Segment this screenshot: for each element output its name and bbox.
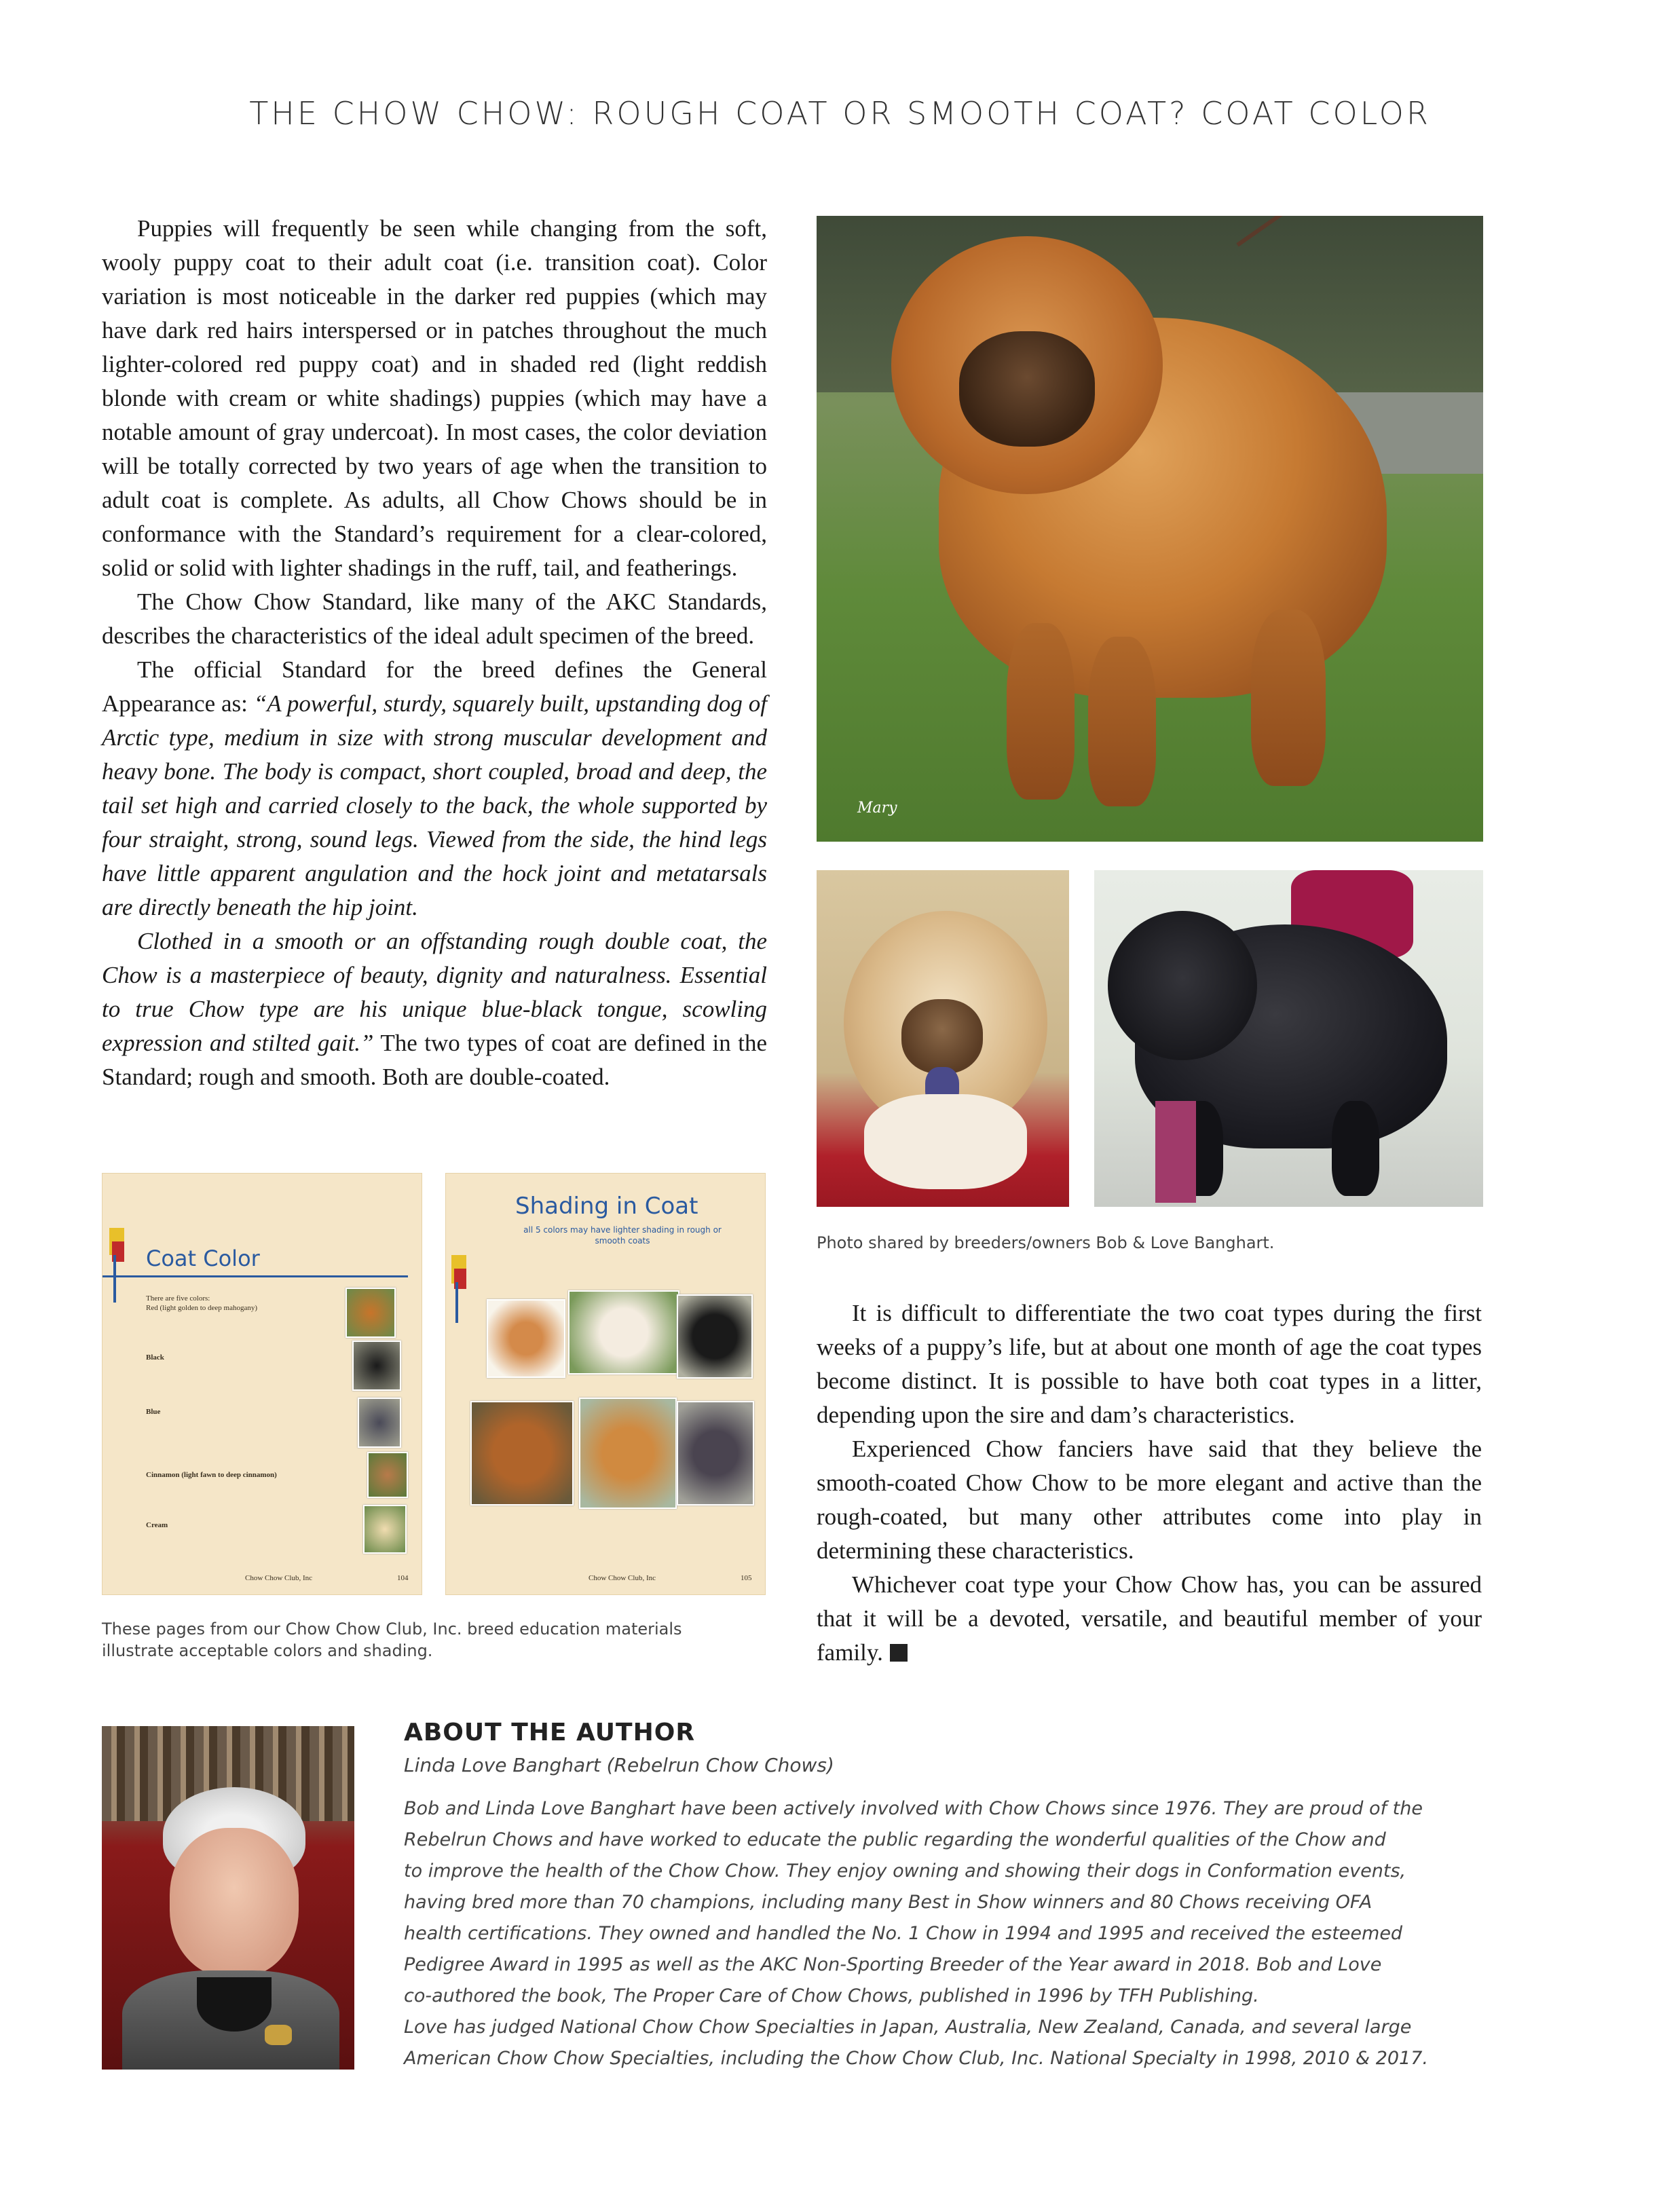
- shaded-cinnamon-thumb: [470, 1401, 574, 1505]
- black-chow-photo: [1094, 870, 1483, 1207]
- author-bio: [404, 1793, 1490, 2074]
- paragraph: [102, 924, 767, 1094]
- shaded-red-thumb: [487, 1299, 565, 1378]
- paragraph-text: Whichever coat type your Chow Chow has, you can be assured that it will be a devoted, versatile, and beautiful member of your family.: [817, 1571, 1482, 1666]
- page-number: 105: [741, 1574, 752, 1582]
- paragraph: [817, 1568, 1482, 1670]
- paragraph: Puppies will frequently be seen while changing from the soft, wooly puppy coat to their adult coat (i.e. transition coat). Color variation is most noticeable in the darker red puppies (which may have dark red hairs interspersed or in patches throughout the much lighter-colored red puppy coat) and in shaded red (light reddish blonde with cream or white shadings) puppies (which may have a notable amount of gray undercoat). In most cases, the color deviation will be totally corrected by two years of age when the transition to adult coat is complete. As adults, all Chow Chows should be in conformance with the Standard’s requirement for a clear-colored, solid or solid with lighter shadings in the ruff, tail, and featherings.: [102, 215, 767, 581]
- red-chow-thumb: [346, 1288, 396, 1338]
- bio-line: health certifications. They owned and handled the No. 1 Chow in 1994 and 1995 and received the esteemed: [404, 1923, 1403, 1944]
- standard-quote: Clothed in a smooth or an offstanding rough double coat, the Chow is a masterpiece of beauty, dignity and naturalness. Essential to true Chow type are his unique blue-black tongue, scowling expression and stilted gait.”: [102, 928, 767, 1056]
- paragraph: It is difficult to differentiate the two coat types during the first weeks of a puppy’s life, but at about one month of age the coat types become distinct. It is possible to have both coat types in a litter, depending upon the sire and dam’s characteristics.: [817, 1300, 1482, 1428]
- right-article-column: [817, 1296, 1482, 1670]
- author-name: Linda Love Banghart (Rebelrun Chow Chows): [404, 1754, 834, 1776]
- coat-color-blue: Blue: [146, 1408, 161, 1416]
- cinnamon-chow-thumb: [367, 1452, 408, 1498]
- bio-line: Rebelrun Chows and have worked to educate the public regarding the wonderful qualities of the Chow and: [404, 1829, 1386, 1850]
- shaded-golden-thumb: [579, 1398, 677, 1509]
- paragraph: [102, 653, 767, 924]
- coat-color-intro: There are five colors:: [146, 1294, 210, 1303]
- blue-chow-thumb: [358, 1398, 401, 1448]
- main-chow-photo: [817, 216, 1483, 842]
- author-photo: [102, 1726, 354, 2070]
- bio-line: Love has judged National Chow Chow Specialties in Japan, Australia, New Zealand, Canada, and several large: [404, 2017, 1412, 2038]
- left-article-column: [102, 212, 767, 1094]
- paragraph-intro: The official Standard for the breed defines the General Appearance as:: [102, 656, 767, 717]
- end-mark-icon: [890, 1644, 908, 1662]
- black-chow-thumb: [352, 1341, 401, 1391]
- paragraph-rest: The two types of coat are defined in the Standard; rough and smooth. Both are double-coated.: [102, 1030, 767, 1090]
- photo-caption: Photo shared by breeders/owners Bob & Love Banghart.: [817, 1233, 1275, 1252]
- paragraph: Experienced Chow fanciers have said that they believe the smooth-coated Chow Chow to be more elegant and active than the rough-coated, but many other attributes come into play in determining these characteristics.: [817, 1436, 1482, 1564]
- shaded-cream-thumb: [568, 1290, 679, 1374]
- coat-color-title: Coat Color: [146, 1246, 260, 1271]
- bio-line: American Chow Chow Specialties, including the Chow Chow Club, Inc. National Specialty in 1998, 2010 & 2017.: [404, 2048, 1428, 2069]
- page-footer: Chow Chow Club, Inc: [245, 1574, 312, 1582]
- photo-signature: Mary: [857, 800, 897, 817]
- about-author-heading: ABOUT THE AUTHOR: [404, 1719, 696, 1746]
- standard-quote: “A powerful, sturdy, squarely built, upstanding dog of Arctic type, medium in size with strong muscular development and heavy bone. The body is compact, short coupled, broad and deep, the tail set high and carried closely to the back, the whole supported by four straight, strong, sound legs. Viewed from the side, the hind legs have little apparent angulation and the hock joint and metatarsals are directly beneath the hip joint.: [102, 690, 767, 920]
- page-footer: Chow Chow Club, Inc: [589, 1574, 656, 1582]
- shading-subtitle: all 5 colors may have lighter shading in rough or smooth coats: [523, 1225, 722, 1246]
- shading-in-coat-page: [445, 1173, 766, 1595]
- cream-chow-thumb: [363, 1505, 407, 1554]
- bio-line: Bob and Linda Love Banghart have been actively involved with Chow Chows since 1976. They are proud of the: [404, 1798, 1423, 1819]
- page-title: THE CHOW CHOW: ROUGH COAT OR SMOOTH COAT? COAT COLOR: [249, 95, 1431, 132]
- coat-color-red: Red (light golden to deep mahogany): [146, 1304, 258, 1312]
- coat-color-cream: Cream: [146, 1521, 168, 1529]
- bio-line: to improve the health of the Chow Chow. They enjoy owning and showing their dogs in Conformation events,: [404, 1860, 1406, 1882]
- bio-line: co-authored the book, The Proper Care of Chow Chows, published in 1996 by TFH Publishing.: [404, 1985, 1259, 2006]
- coat-color-cinnamon: Cinnamon (light fawn to deep cinnamon): [146, 1471, 277, 1479]
- paragraph: The Chow Chow Standard, like many of the AKC Standards, describes the characteristics of the ideal adult specimen of the breed.: [102, 588, 767, 649]
- shading-title: Shading in Coat: [515, 1193, 698, 1220]
- bio-line: having bred more than 70 champions, including many Best in Show winners and 80 Chows receiving OFA: [404, 1892, 1373, 1913]
- coat-color-page: [102, 1173, 422, 1595]
- cream-puppy-photo: [817, 870, 1069, 1207]
- page-number: 104: [397, 1574, 409, 1582]
- shaded-blue-thumb: [677, 1401, 754, 1505]
- bio-line: Pedigree Award in 1995 as well as the AKC Non-Sporting Breeder of the Year award in 2018. Bob and Love: [404, 1954, 1382, 1975]
- shaded-black-thumb: [677, 1294, 753, 1379]
- coat-color-black: Black: [146, 1353, 164, 1362]
- education-pages-caption: These pages from our Chow Chow Club, Inc. breed education materials illustrate acceptable colors and shading.: [102, 1620, 682, 1660]
